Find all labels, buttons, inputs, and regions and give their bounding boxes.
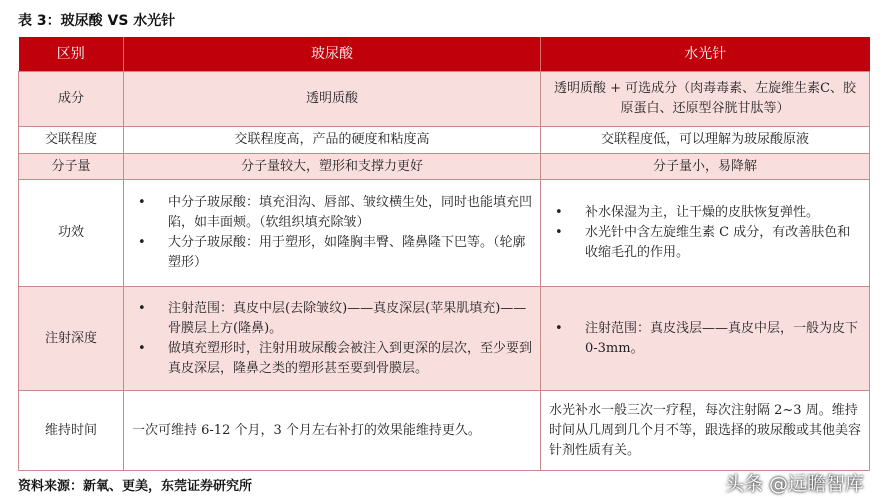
watermark [725,469,864,496]
row-label: 功效 [19,180,124,287]
list-item: • 注射范围：真皮浅层——真皮中层，一般为皮下 0-3mm。 [577,319,861,359]
bullet-list [549,319,861,359]
cell-hyaluronic [124,180,541,287]
watermark-prefix: 头条 [724,473,763,495]
cell-water-light [541,287,870,391]
cell-hyaluronic [124,287,541,391]
source-note: 资料来源：新氧、更美，东莞证券研究所 [18,479,253,494]
row-label: 维持时间 [19,391,124,471]
bullet-list [549,203,861,263]
cell-water-light: 水光补水一般三次一疗程，每次注射隔 2~3 周。维持时间从几周到几个月不等，跟选择的玻尿酸或其他美容针剂性质有关。 [541,391,870,471]
row-label: 交联程度 [19,127,124,154]
cell-water-light: 交联程度低，可以理解为玻尿酸原液 [541,127,870,154]
cell-hyaluronic: 透明质酸 [124,72,541,127]
header-water-light-injection: 水光针 [541,37,870,72]
cell-water-light: 分子量小，易降解 [541,154,870,180]
list-item: • 大分子玻尿酸：用于塑形，如隆胸丰臀、隆鼻隆下巴等。（轮廓塑形） [160,233,532,273]
table-row-composition [19,72,870,127]
watermark-handle: @远瞻智库 [768,473,864,495]
list-item: • 补水保湿为主，让干燥的皮肤恢复弹性。 [577,203,861,223]
table-header-row [19,37,870,72]
cell-hyaluronic: 一次可维持 6-12 个月，3 个月左右补打的效果能维持更久。 [124,391,541,471]
table-row-duration [19,391,870,471]
header-hyaluronic-acid: 玻尿酸 [124,37,541,72]
list-item: • 水光针中含左旋维生素 C 成分，有改善肤色和收缩毛孔的作用。 [577,223,861,263]
row-label: 分子量 [19,154,124,180]
list-item: • 做填充塑形时，注射用玻尿酸会被注入到更深的层次，至少要到真皮深层，隆鼻之类的塑形甚至要到骨膜层。 [160,339,532,379]
list-item: • 注射范围：真皮中层(去除皱纹)——真皮深层(苹果肌填充)——骨膜层上方(隆鼻)。 [160,299,532,339]
table-row-molecular-weight [19,154,870,180]
row-label: 注射深度 [19,287,124,391]
comparison-table [18,37,870,471]
bullet-list [132,193,532,273]
cell-hyaluronic: 交联程度高，产品的硬度和粘度高 [124,127,541,154]
cell-hyaluronic: 分子量较大，塑形和支撑力更好 [124,154,541,180]
cell-water-light: 透明质酸 + 可选成分（肉毒毒素、左旋维生素C、胶原蛋白、还原型谷胱甘肽等） [541,72,870,127]
bullet-list [132,299,532,379]
row-label: 成分 [19,72,124,127]
cell-water-light [541,180,870,287]
header-difference: 区别 [19,37,124,72]
list-item: • 中分子玻尿酸：填充泪沟、唇部、皱纹横生处，同时也能填充凹陷，如丰面颊。（软组织填充除皱） [160,193,532,233]
table-caption: 表 3：玻尿酸 VS 水光针 [18,13,176,29]
table-row-crosslink [19,127,870,154]
table-row-injection-depth [19,287,870,391]
table-row-efficacy [19,180,870,287]
